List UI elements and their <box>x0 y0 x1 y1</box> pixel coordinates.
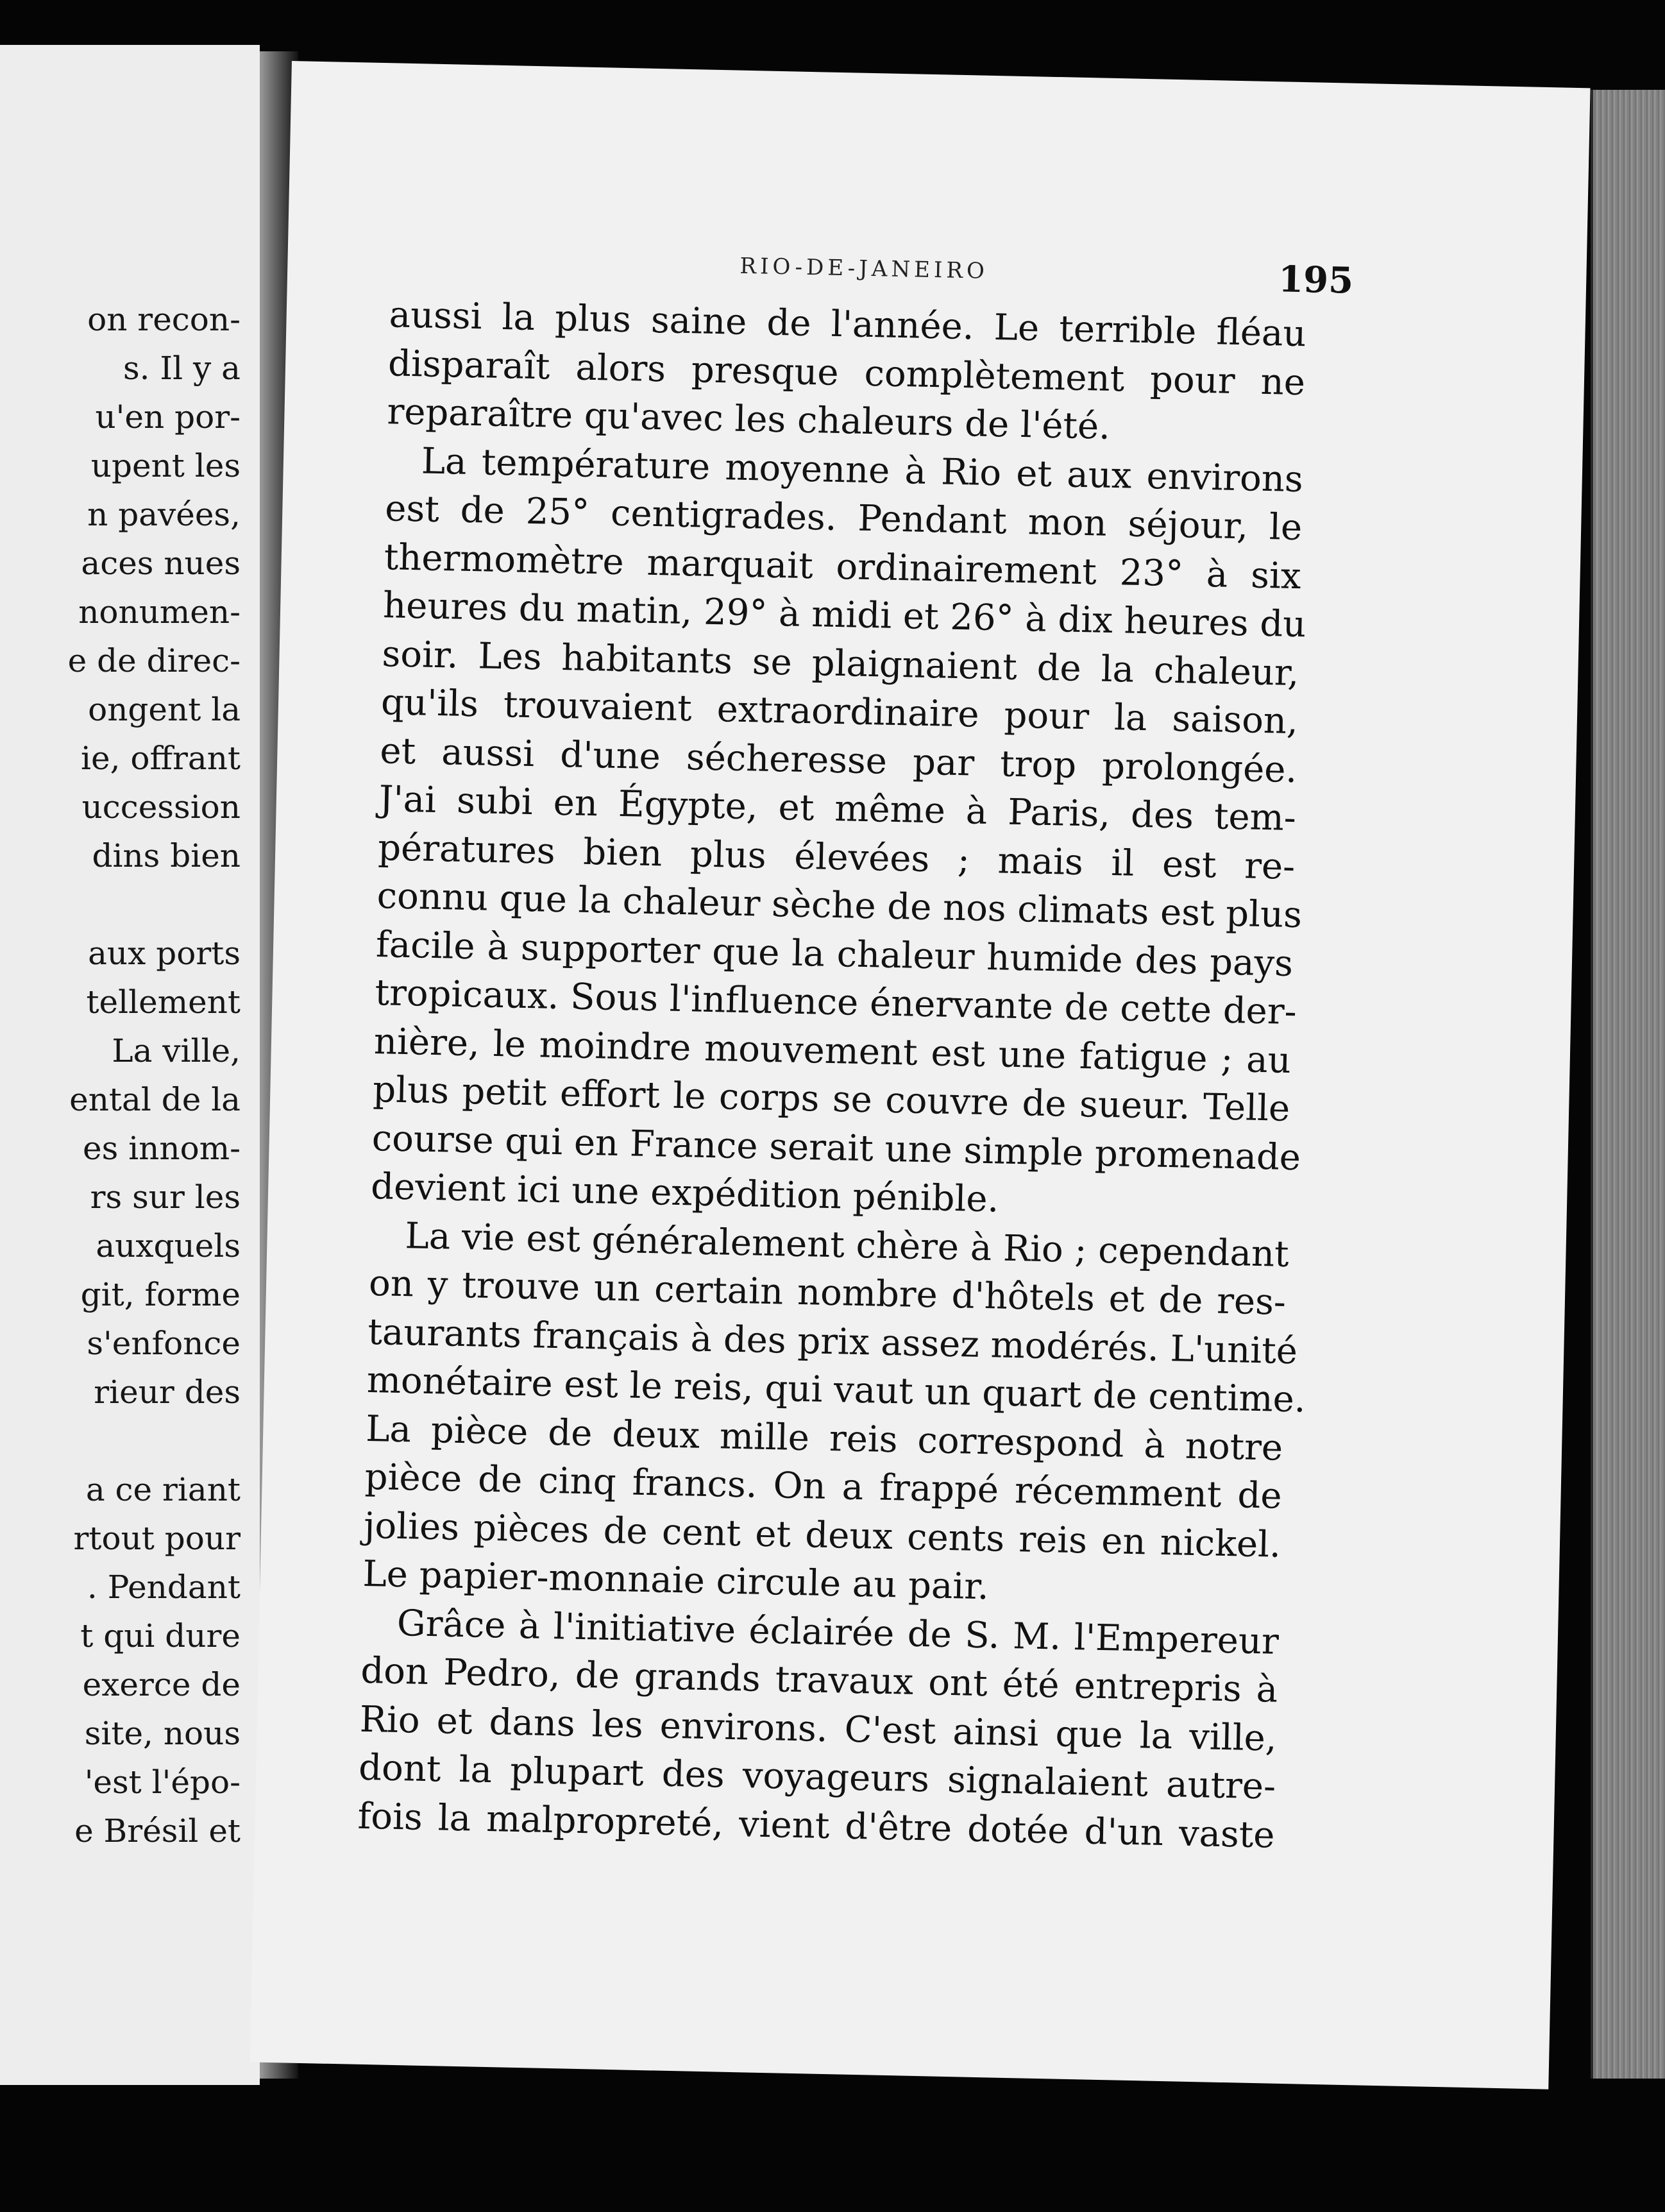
left-line: dins bien <box>92 837 241 874</box>
left-line: uccession <box>81 788 241 826</box>
left-line: e de direc- <box>67 642 241 679</box>
text-line: thermomètre marquait ordinairement 23° à six <box>384 536 1302 597</box>
text-line: pératures bien plus élevées ; mais il est re- <box>377 826 1296 888</box>
left-line: rtout pour <box>73 1520 241 1557</box>
left-line: n pavées, <box>87 496 241 533</box>
text-line: devient ici une expédition pénible. <box>370 1165 999 1221</box>
text-line: jolies pièces de cent et deux cents reis en nickel. <box>363 1504 1281 1566</box>
right-page <box>250 61 1591 2089</box>
text-line: nière, le moindre mouvement est une fatigue ; au <box>373 1020 1292 1082</box>
left-line: s'enfonce <box>87 1325 241 1362</box>
left-line: ental de la <box>69 1081 241 1118</box>
running-head: RIO-DE-JANEIRO <box>740 253 989 284</box>
text-line: tropicaux. Sous l'influence énervante de cette der- <box>374 972 1297 1034</box>
page-stack-edge <box>1591 90 1665 2079</box>
text-line: J'ai subi en Égypte, et même à Paris, des tem- <box>378 778 1297 840</box>
text-line: Rio et dans les environs. C'est ainsi que la ville, <box>359 1698 1278 1760</box>
left-line: auxquels <box>96 1227 241 1264</box>
left-line: site, nous <box>84 1715 241 1752</box>
left-line: git, forme <box>80 1276 241 1313</box>
text-line: soir. Les habitants se plaignaient de la chaleur, <box>381 633 1300 694</box>
left-line: aces nues <box>81 545 241 582</box>
left-line: tellement <box>86 983 241 1021</box>
page-number: 195 <box>1278 258 1354 302</box>
text-line: connu que la chaleur sèche de nos climats est plus <box>376 875 1303 937</box>
left-line: u'en por- <box>95 398 241 436</box>
left-page <box>0 45 260 2085</box>
left-line: . Pendant <box>87 1569 241 1606</box>
left-line: on recon- <box>87 301 241 338</box>
text-line: dont la plupart des voyageurs signalaient autre- <box>358 1746 1276 1808</box>
left-line: 'est l'épo- <box>84 1764 241 1801</box>
left-line-gap <box>0 1417 260 1465</box>
left-line-gap <box>0 880 260 929</box>
left-line: rs sur les <box>90 1178 241 1216</box>
left-line: ongent la <box>88 691 241 728</box>
text-line: et aussi d'une sécheresse par trop prolongée. <box>379 729 1297 791</box>
left-line: rieur des <box>94 1374 241 1411</box>
left-line: ie, offrant <box>81 740 241 777</box>
text-line: pièce de cinq francs. On a frappé récemment de <box>364 1456 1283 1517</box>
right-page-text <box>357 291 1306 1859</box>
left-line: t qui dure <box>80 1617 241 1655</box>
left-line: a ce riant <box>85 1471 241 1508</box>
text-line: facile à supporter que la chaleur humide des pays <box>375 923 1294 985</box>
left-line: nonumen- <box>78 593 241 631</box>
text-line: plus petit effort le corps se couvre de sueur. Telle <box>372 1069 1290 1130</box>
left-line: e Brésil et <box>74 1812 241 1850</box>
text-line: La température moyenne à Rio et aux environs <box>421 439 1304 500</box>
text-line: aussi la plus saine de l'année. Le terrible fléau <box>389 294 1307 355</box>
text-line: fois la malpropreté, vient d'être dotée d'un vaste <box>357 1795 1276 1857</box>
text-line: course qui en France serait une simple promenade <box>371 1117 1301 1178</box>
text-line: est de 25° centigrades. Pendant mon séjour, le <box>384 488 1303 549</box>
text-line: reparaître qu'avec les chaleurs de l'été. <box>386 391 1111 448</box>
text-line: Le papier-monnaie circule au pair. <box>362 1553 990 1608</box>
text-line: La vie est généralement chère à Rio ; cependant <box>405 1214 1290 1275</box>
left-line: upent les <box>90 447 241 484</box>
left-line: es innom- <box>83 1130 241 1167</box>
left-line: exerce de <box>82 1666 241 1703</box>
text-line: La pièce de deux mille reis correspond à notre <box>365 1408 1283 1469</box>
left-line: La ville, <box>112 1032 241 1069</box>
left-page-text <box>0 295 260 1855</box>
text-line: qu'ils trouvaient extraordinaire pour la saison, <box>380 681 1299 743</box>
text-line: Grâce à l'initiative éclairée de S. M. l'Empereur <box>396 1602 1280 1663</box>
text-line: disparaît alors presque complètement pour ne <box>387 342 1306 404</box>
text-line: monétaire est le reis, qui vaut un quart de centime. <box>366 1359 1306 1421</box>
text-line: don Pedro, de grands travaux ont été entrepris à <box>360 1649 1278 1711</box>
text-line: taurants français à des prix assez modérés. L'unité <box>367 1311 1298 1372</box>
text-line: heures du matin, 29° à midi et 26° à dix heures du <box>382 584 1306 646</box>
text-line: on y trouve un certain nombre d'hôtels et de res- <box>368 1262 1287 1323</box>
left-line: aux ports <box>88 935 241 972</box>
left-line: s. Il y a <box>123 350 241 387</box>
